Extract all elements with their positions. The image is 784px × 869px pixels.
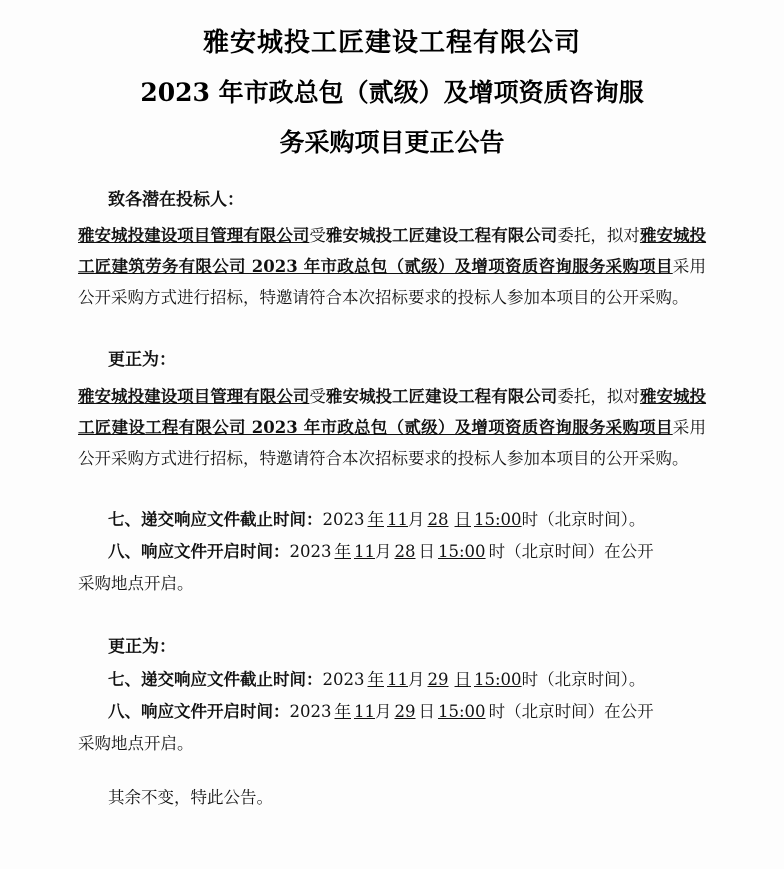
corrected-item-8-year-unit: 年 bbox=[334, 702, 351, 721]
corrected-item-7-day-unit: 日 bbox=[454, 670, 471, 689]
corrected-item-8-time: 15:00 bbox=[438, 702, 486, 721]
corrected-item-8-month: 11 bbox=[354, 702, 375, 721]
original-item-8-continuation: 采购地点开启。 bbox=[78, 574, 194, 593]
corrected-agent-name: 雅安城投建设项目管理有限公司 bbox=[78, 387, 310, 406]
original-item-8-year: 2023 bbox=[289, 542, 332, 561]
original-item-7-day-unit: 日 bbox=[454, 510, 471, 529]
original-seg6: 采用公开采购方式进行招标，特邀请符合本次招标要求的投标人参加本项目的公开采购。 bbox=[78, 257, 706, 307]
original-item-8-time-unit: 时 bbox=[488, 542, 506, 561]
original-item-7-tail: （北京时间）。 bbox=[538, 510, 646, 529]
original-seg2: 受 bbox=[309, 226, 326, 245]
corrected-item-7-month-unit: 月 bbox=[408, 670, 425, 689]
corrected-client-name: 雅安城投工匠建设工程有限公司 bbox=[325, 387, 558, 406]
corrected-item-7-time: 15:00 bbox=[474, 670, 522, 689]
original-item-8 bbox=[78, 536, 706, 568]
original-item-8-time: 15:00 bbox=[438, 542, 486, 561]
corrected-item-7-label: 七、递交响应文件截止时间： bbox=[108, 670, 323, 689]
corrected-item-8-day: 29 bbox=[394, 702, 416, 721]
corrected-item-8-time-unit: 时 bbox=[488, 702, 506, 721]
original-project-name: 雅安城投工匠建筑劳务有限公司 2023 年市政总包（贰级）及增项资质咨询服务采购项目 bbox=[78, 226, 707, 276]
original-seg4: 委托，拟对 bbox=[557, 226, 640, 245]
document-title bbox=[78, 18, 706, 168]
corrected-item-7-day: 29 bbox=[427, 670, 449, 689]
corrected-item-7-time-unit: 时 bbox=[521, 670, 539, 689]
corrected-item-7-year-unit: 年 bbox=[367, 670, 384, 689]
corrected-item-7-tail: （北京时间）。 bbox=[538, 670, 646, 689]
corrected-item-8-label: 八、响应文件开启时间： bbox=[108, 702, 290, 721]
corrected-notice-paragraph bbox=[78, 381, 706, 474]
corrected-item-7-month: 11 bbox=[387, 670, 408, 689]
title-line-1: 雅安城投工匠建设工程有限公司 bbox=[202, 28, 581, 58]
corrected-item-8-continuation: 采购地点开启。 bbox=[78, 734, 194, 753]
title-line-2: 2023 年市政总包（贰级）及增项资质咨询服 bbox=[140, 78, 644, 107]
original-item-7-month: 11 bbox=[387, 510, 408, 529]
spacer-1 bbox=[78, 313, 706, 343]
original-client-name: 雅安城投工匠建设工程有限公司 bbox=[325, 226, 558, 245]
corrected-project-name: 雅安城投工匠建设工程有限公司 2023 年市政总包（贰级）及增项资质咨询服务采购项目 bbox=[78, 387, 707, 437]
original-item-8-day: 28 bbox=[394, 542, 416, 561]
corrected-seg2: 受 bbox=[309, 387, 326, 406]
original-item-8-tail: （北京时间）在公开 bbox=[505, 542, 654, 561]
original-item-8-day-unit: 日 bbox=[418, 542, 435, 561]
original-item-7-time: 15:00 bbox=[474, 510, 522, 529]
original-item-7-time-unit: 时 bbox=[521, 510, 539, 529]
correction-label-1: 更正为： bbox=[108, 350, 176, 370]
original-item-7-month-unit: 月 bbox=[408, 510, 425, 529]
corrected-seg6: 采用公开采购方式进行招标，特邀请符合本次招标要求的投标人参加本项目的公开采购。 bbox=[78, 418, 706, 468]
closing-statement: 其余不变，特此公告。 bbox=[108, 788, 273, 807]
original-item-7-label: 七、递交响应文件截止时间： bbox=[108, 510, 323, 529]
original-item-7-day: 28 bbox=[427, 510, 449, 529]
corrected-seg4: 委托，拟对 bbox=[557, 387, 640, 406]
corrected-item-8-year: 2023 bbox=[289, 702, 332, 721]
original-item-7-year-unit: 年 bbox=[367, 510, 384, 529]
original-notice-paragraph bbox=[78, 220, 706, 313]
original-item-8-month: 11 bbox=[354, 542, 375, 561]
title-line-3: 务采购项目更正公告 bbox=[279, 128, 505, 157]
original-item-7-year: 2023 bbox=[322, 510, 365, 529]
salutation: 致各潜在投标人： bbox=[108, 190, 244, 210]
spacer-3 bbox=[78, 600, 706, 630]
corrected-item-8-month-unit: 月 bbox=[375, 702, 392, 721]
original-item-7 bbox=[78, 504, 706, 536]
correction-label-2: 更正为： bbox=[108, 637, 176, 657]
original-item-8-label: 八、响应文件开启时间： bbox=[108, 542, 290, 561]
corrected-item-7-year: 2023 bbox=[322, 670, 365, 689]
original-agent-name: 雅安城投建设项目管理有限公司 bbox=[78, 226, 310, 245]
original-item-8-month-unit: 月 bbox=[375, 542, 392, 561]
spacer-2 bbox=[78, 474, 706, 504]
corrected-item-8-day-unit: 日 bbox=[418, 702, 435, 721]
corrected-item-7 bbox=[78, 664, 706, 696]
corrected-item-8 bbox=[78, 696, 706, 728]
corrected-item-8-tail: （北京时间）在公开 bbox=[505, 702, 654, 721]
original-item-8-year-unit: 年 bbox=[334, 542, 351, 561]
